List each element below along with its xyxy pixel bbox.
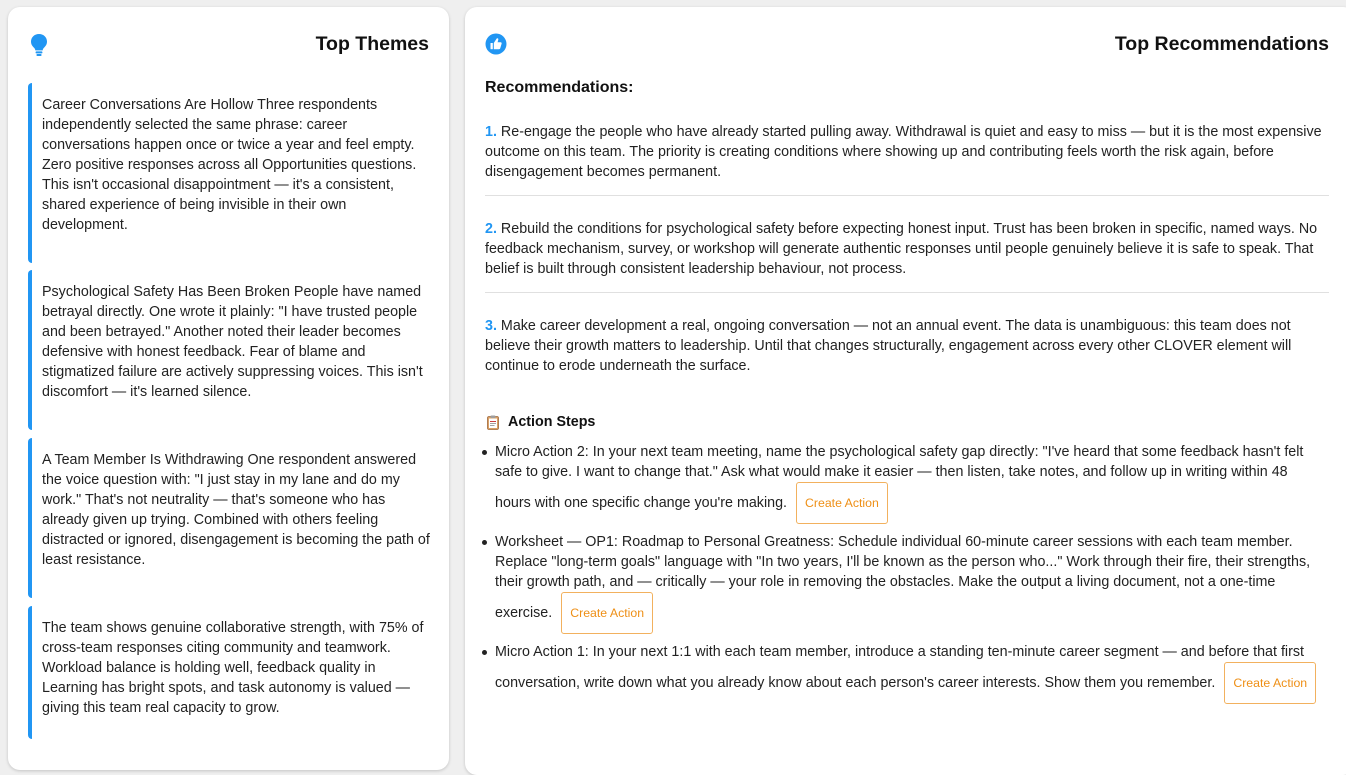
- theme-text: Psychological Safety Has Been Broken People have named betrayal directly. One wrote it plainly: "I have trusted people and been betrayed." Another noted their leader becomes defensive with honest feedback. Fear of blame and stigmatized failure are actively suppressing voices. This isn't discomfort — it's learned silence.: [42, 284, 423, 400]
- clipboard-icon: [487, 415, 499, 430]
- action-step-text: exercise.: [495, 605, 553, 621]
- action-step-item: [495, 642, 1331, 704]
- top-recommendations-card: [465, 7, 1346, 775]
- top-themes-title: Top Themes: [315, 33, 429, 55]
- action-step-text: Micro Action 1: In your next 1:1 with each team member, introduce a standing ten-minute career segment — and before that first: [495, 644, 1304, 660]
- theme-text: Career Conversations Are Hollow Three respondents independently selected the same phrase: career conversations happen once or twice a year and feel empty. Zero positive responses across all Opportunities questions. This isn't occasional disappointment — it's a consistent, shared experience of being invisible in their own development.: [42, 97, 417, 233]
- recommendation-item: [485, 316, 1329, 376]
- recommendations-heading: Recommendations:: [485, 79, 634, 96]
- action-step-item: [495, 532, 1331, 634]
- lightbulb-icon: [30, 33, 48, 62]
- action-step-text: hours with one specific change you're making.: [495, 495, 788, 511]
- theme-text: The team shows genuine collaborative strength, with 75% of cross-team responses citing community and teamwork. Workload balance is holding well, feedback quality in Learning has bright spots, and task autonomy is valued — giving this team real capacity to grow.: [42, 620, 424, 716]
- theme-item: [28, 270, 432, 430]
- create-action-button[interactable]: Create Action: [1224, 662, 1316, 704]
- recommendation-item: [485, 122, 1329, 182]
- recommendation-text: Re-engage the people who have already started pulling away. Withdrawal is quiet and easy to miss — but it is the most expensive outcome on this team. The priority is creating conditions where showing up and contributing feels worth the risk again, before disengagement becomes permanent.: [485, 124, 1322, 180]
- theme-text: A Team Member Is Withdrawing One respondent answered the voice question with: "I just stay in my lane and do my work." That's not neutrality — that's someone who has already given up trying. Combined with others feeling distracted or ignored, disengagement is becoming the path of least resistance.: [42, 452, 430, 568]
- action-step-text: conversation, write down what you already know about each person's career interests. Show them you remember.: [495, 675, 1216, 691]
- action-step-item: [495, 442, 1331, 524]
- thumbs-up-icon: [485, 33, 507, 60]
- divider: [485, 195, 1329, 196]
- recommendation-number: 1.: [485, 124, 497, 140]
- recommendation-text: Rebuild the conditions for psychological safety before expecting honest input. Trust has been broken in specific, named ways. No feedback mechanism, survey, or workshop will generate authentic responses until people genuinely believe it is safe to speak. That belief is built through consistent leadership behaviour, not process.: [485, 221, 1318, 277]
- recommendation-number: 3.: [485, 318, 497, 334]
- top-recommendations-title: Top Recommendations: [1114, 33, 1329, 55]
- create-action-button[interactable]: Create Action: [796, 482, 888, 524]
- recommendation-item: [485, 219, 1329, 279]
- action-step-text: Worksheet — OP1: Roadmap to Personal Greatness: Schedule individual 60-minute career sessions with each team member.: [495, 534, 1293, 550]
- divider: [485, 292, 1329, 293]
- action-step-text: Replace "long-term goals" language with "In two years, I'll be known as the person who..." Work through their fire, their strengths,: [495, 554, 1311, 570]
- action-step-text: their growth path, and — critically — your role in removing the obstacles. Make the output a living document, not a one-time: [495, 574, 1276, 590]
- action-steps-title: Action Steps: [508, 414, 596, 430]
- recommendation-text: Make career development a real, ongoing conversation — not an annual event. The data is unambiguous: this team does not believe their growth matters to leadership. Until that changes structurally, engagement across every other CLOVER element will continue to erode underneath the surface.: [485, 318, 1292, 374]
- action-step-text: Micro Action 2: In your next team meeting, name the psychological safety gap directly: "I've heard that some feedback hasn't felt: [495, 444, 1304, 460]
- create-action-button[interactable]: Create Action: [561, 592, 653, 634]
- theme-item: [28, 83, 432, 263]
- action-steps-heading: [487, 414, 595, 430]
- action-step-text: safe to give. I want to change that." Ask what would make it easier — then listen, take notes, and follow up in writing within 48: [495, 464, 1288, 480]
- theme-item: [28, 606, 432, 739]
- recommendation-number: 2.: [485, 221, 497, 237]
- top-themes-card: [8, 7, 449, 770]
- theme-item: [28, 438, 432, 598]
